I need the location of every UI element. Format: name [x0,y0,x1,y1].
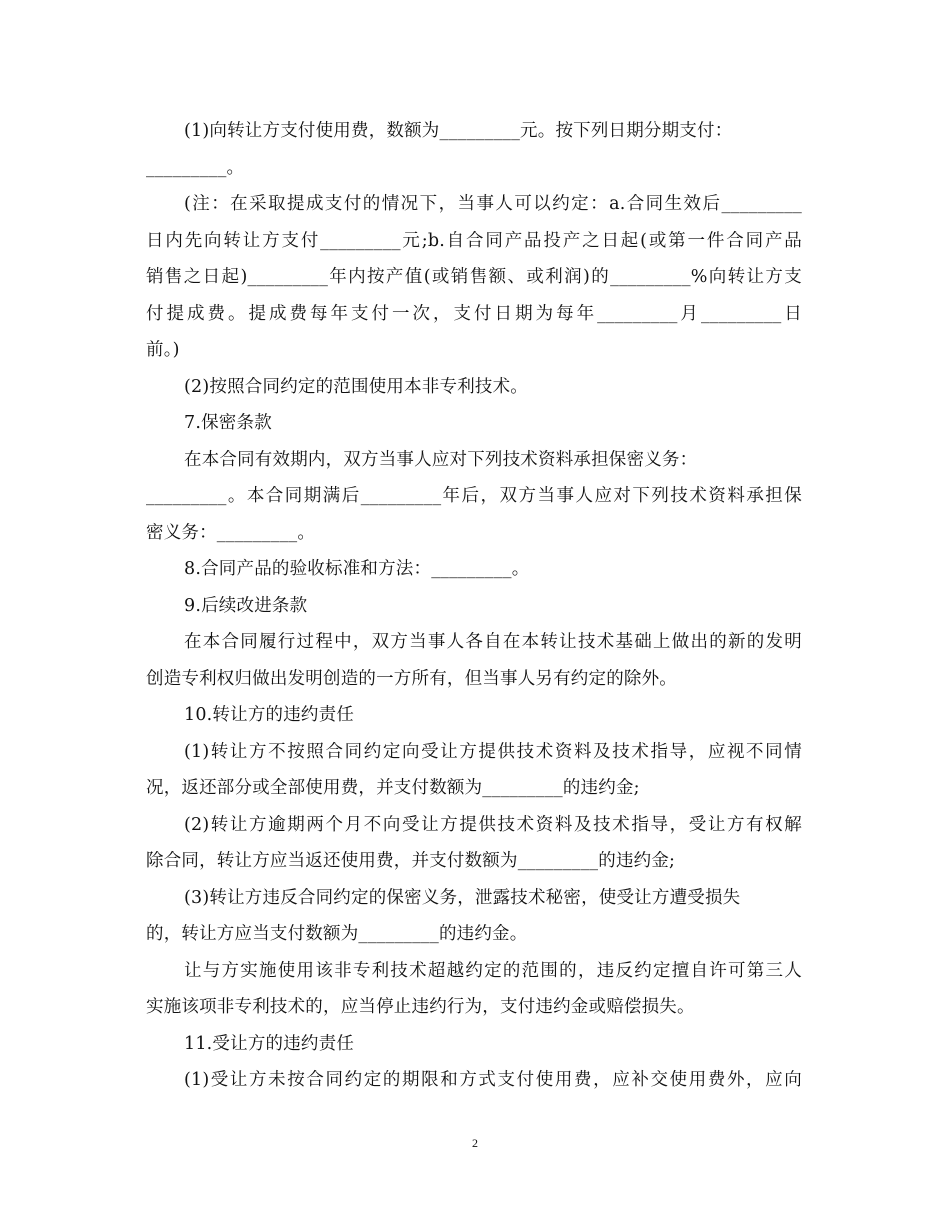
section-heading: 10.转让方的违约责任 [184,705,355,725]
paragraph-line: 除合同，转让方应当返还使用费，并支付数额为_________的违约金; [146,851,676,871]
paragraph-line: (2)转让方逾期两个月不向受让方提供技术资料及技术指导，受让方有权解 [184,814,802,835]
document-body [146,113,802,1099]
paragraph-line: (1)受让方未按合同约定的期限和方式支付使用费，应补交使用费外，应向 [184,1070,802,1090]
section-heading: 9.后续改进条款 [184,595,308,616]
paragraph-line: 创造专利权归做出发明创造的一方所有，但当事人另有约定的除外。 [146,668,677,689]
paragraph-line: (1)转让方不按照合同约定向受让方提供技术资料及技术指导，应视不同情 [184,741,802,762]
paragraph-line: (3)转让方违反合同约定的保密义务，泄露技术秘密，使受让方遭受损失 [184,887,741,908]
paragraph-line: 让与方实施使用该非专利技术超越约定的范围的，违反约定擅自许可第三人 [184,960,802,981]
section-heading: 8.合同产品的验收标准和方法：_________。 [184,559,530,579]
paragraph-line: 日内先向转让方支付_________元;b.自合同产品投产之日起(或第一件合同产品 [146,230,802,251]
paragraph-line: 前。) [146,340,180,360]
paragraph-line: 在本合同有效期内，双方当事人应对下列技术资料承担保密义务： [184,449,698,470]
paragraph-line: 销售之日起)_________年内按产值(或销售额、或利润)的_________%向转让方支 [146,267,802,287]
paragraph-line: (1)向转让方支付使用费，数额为_________元。按下列日期分期支付： [184,121,733,141]
paragraph-line: _________。 [146,157,245,178]
paragraph-line: 付提成费。提成费每年支付一次，支付日期为每年_________月_________日 [146,303,802,324]
section-heading: 11.受让方的违约责任 [184,1033,355,1054]
paragraph-line: (2)按照合同约定的范围使用本非专利技术。 [184,376,528,397]
paragraph-line: 实施该项非专利技术的，应当停止违约行为，支付违约金或赔偿损失。 [146,997,695,1017]
paragraph-line: 密义务：_________。 [146,522,316,543]
paragraph-line: 在本合同履行过程中，双方当事人各自在本转让技术基础上做出的新的发明 [184,632,802,652]
paragraph-line: (注：在采取提成支付的情况下，当事人可以约定：a.合同生效后_________ [184,194,802,214]
page-number: 2 [472,1136,478,1150]
paragraph-line: _________。本合同期满后_________年后，双方当事人应对下列技术资料承担保 [146,486,802,506]
paragraph-line: 况，返还部分或全部使用费，并支付数额为_________的违约金; [146,778,640,798]
paragraph-line: 的，转让方应当支付数额为_________的违约金。 [146,924,528,944]
section-heading: 7.保密条款 [184,413,272,433]
